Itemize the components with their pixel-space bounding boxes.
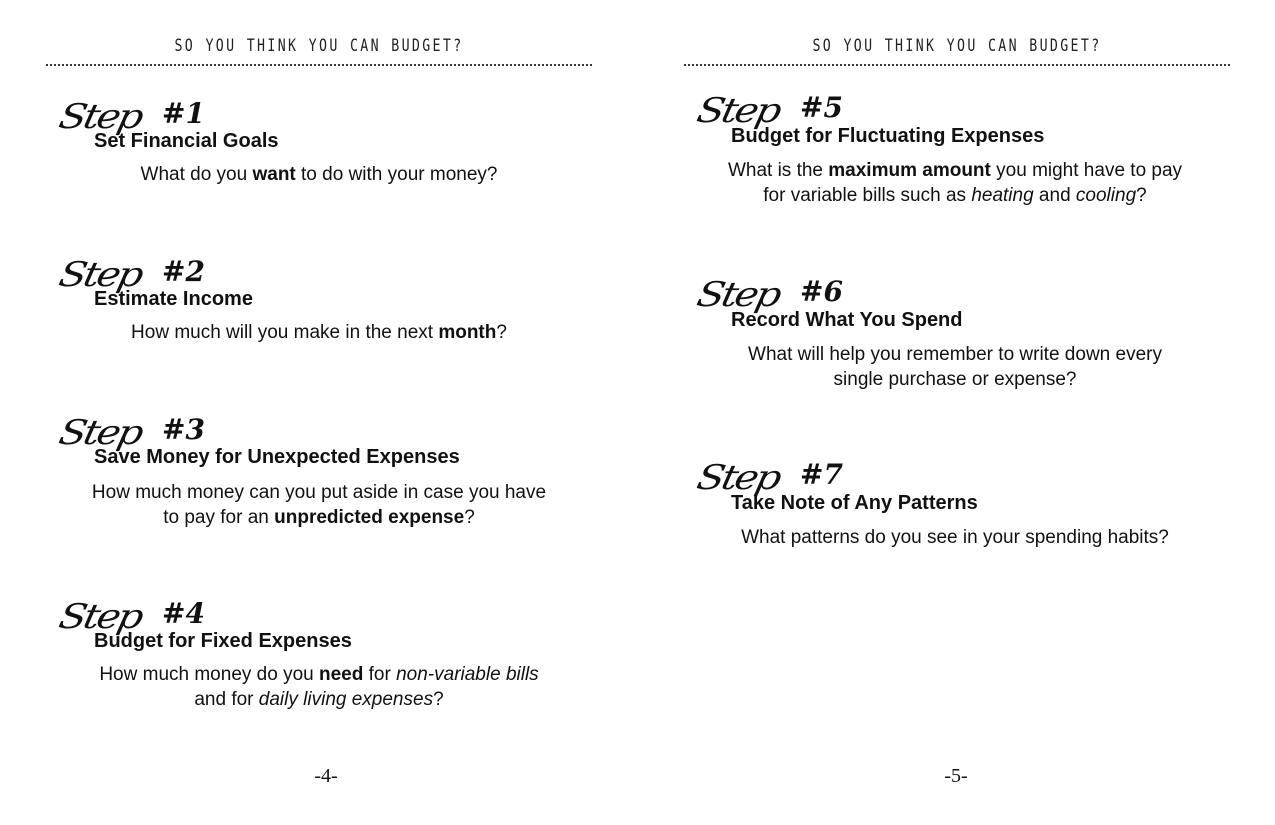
dotted-divider — [46, 64, 592, 66]
step-question — [40, 162, 598, 187]
emphasis-bold: month — [438, 322, 497, 343]
step-number: #7 — [800, 458, 843, 491]
question-line — [40, 505, 598, 530]
question-text: ? — [496, 322, 507, 343]
question-text: single purchase or expense? — [833, 369, 1077, 390]
step-script-label: Step — [693, 458, 783, 498]
step-title: Budget for Fluctuating Expenses — [731, 125, 1045, 147]
page-number: -5- — [944, 765, 968, 787]
question-text: to do with your money? — [295, 164, 498, 185]
question-text: and for — [194, 689, 259, 710]
step-script-label: Step — [55, 97, 145, 137]
running-head: SO YOU THINK YOU CAN BUDGET? — [174, 36, 464, 56]
step-question — [40, 320, 598, 345]
step-script-label: Step — [693, 91, 783, 131]
step-question — [658, 158, 1252, 208]
question-line — [658, 367, 1252, 392]
question-text: ? — [1136, 185, 1147, 206]
step-title: Take Note of Any Patterns — [731, 492, 978, 514]
question-text: ? — [464, 507, 475, 528]
left-page — [0, 0, 637, 825]
emphasis-italic: daily living expenses — [258, 689, 434, 710]
step-question — [40, 480, 598, 530]
step-number: #5 — [800, 91, 843, 124]
emphasis-bold: want — [252, 164, 296, 185]
question-text: What will help you remember to write down every — [748, 344, 1162, 365]
question-line — [658, 158, 1252, 183]
question-text: How much money do you — [99, 664, 319, 685]
step-question — [658, 342, 1252, 392]
step-script-label: Step — [55, 255, 145, 295]
question-line — [658, 342, 1252, 367]
question-text: What patterns do you see in your spending habits? — [741, 527, 1169, 548]
step-number: #3 — [162, 413, 205, 446]
question-text: to pay for an — [163, 507, 275, 528]
step-script-label: Step — [693, 275, 783, 315]
emphasis-bold: need — [319, 664, 364, 685]
question-text: and — [1033, 185, 1076, 206]
step-title: Record What You Spend — [731, 309, 963, 331]
step-number: #4 — [162, 597, 205, 630]
emphasis-italic: non-variable bills — [396, 664, 539, 685]
step-number: #2 — [162, 255, 205, 288]
question-text: for — [363, 664, 397, 685]
question-text: for variable bills such as — [763, 185, 972, 206]
emphasis-italic: heating — [971, 185, 1034, 206]
right-page — [638, 0, 1275, 825]
question-line — [40, 480, 598, 505]
question-text: What is the — [727, 160, 829, 181]
emphasis-italic: cooling — [1075, 185, 1137, 206]
step-number: #6 — [800, 275, 843, 308]
question-text: How much will you make in the next — [131, 322, 439, 343]
question-text: ? — [433, 689, 444, 710]
question-line — [40, 162, 598, 187]
emphasis-bold: unpredicted expense — [274, 507, 465, 528]
question-line — [40, 320, 598, 345]
step-script-label: Step — [55, 413, 145, 453]
page-number: -4- — [314, 765, 338, 787]
question-line — [658, 525, 1252, 550]
step-title: Budget for Fixed Expenses — [94, 630, 352, 652]
question-line — [658, 183, 1252, 208]
emphasis-bold: maximum amount — [828, 160, 991, 181]
step-question — [658, 525, 1252, 550]
step-question — [40, 662, 598, 712]
question-text: What do you — [140, 164, 253, 185]
step-title: Save Money for Unexpected Expenses — [94, 446, 460, 468]
step-script-label: Step — [55, 597, 145, 637]
question-text: you might have to pay — [990, 160, 1183, 181]
step-title: Estimate Income — [94, 288, 253, 310]
question-line — [40, 687, 598, 712]
running-head: SO YOU THINK YOU CAN BUDGET? — [812, 36, 1102, 56]
question-line — [40, 662, 598, 687]
step-number: #1 — [162, 97, 205, 130]
dotted-divider — [684, 64, 1230, 66]
step-title: Set Financial Goals — [94, 130, 279, 152]
question-text: How much money can you put aside in case you have — [91, 482, 547, 503]
